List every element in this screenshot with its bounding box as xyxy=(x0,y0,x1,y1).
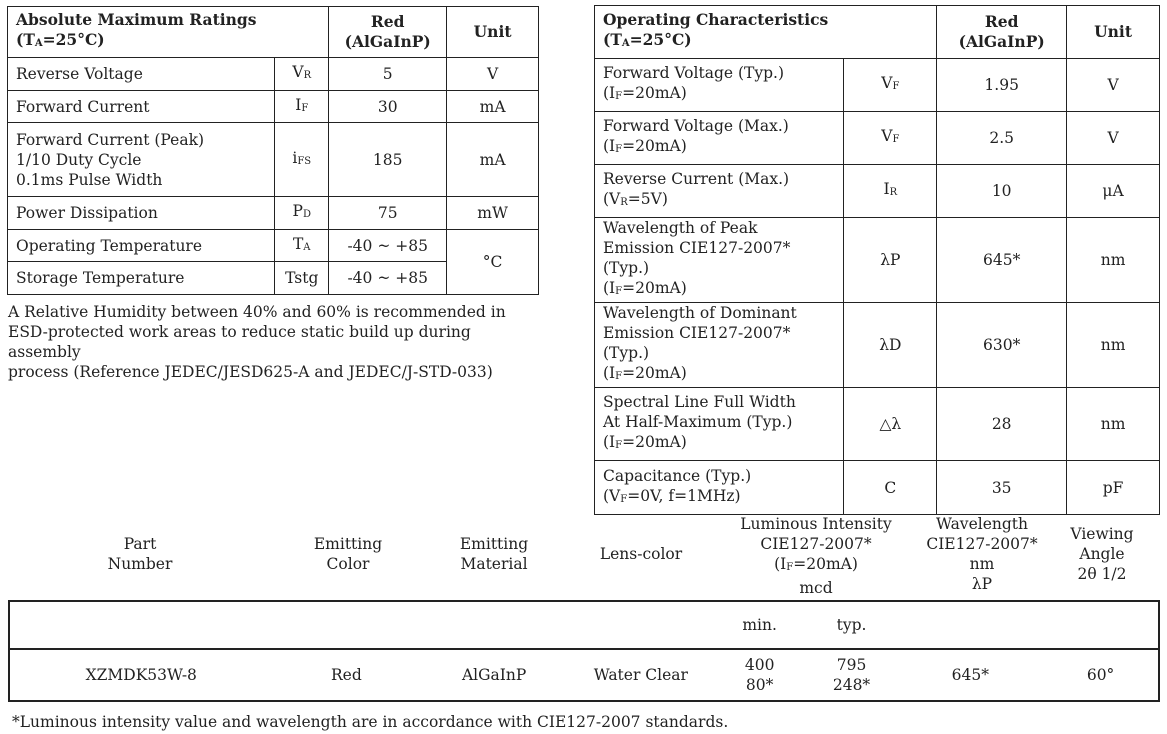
header-wavelength: Wavelength CIE127-2007* nm λP xyxy=(926,515,1038,593)
header-emitting-color: Emitting Color xyxy=(313,535,383,573)
ops-title: Operating Characteristics xyxy=(603,10,829,29)
abs-title: Absolute Maximum Ratings xyxy=(16,10,257,29)
table-row: Forward Voltage (Typ.) $(I_F=20mA)$ $V_F$ 1.95 V xyxy=(595,59,1160,112)
table-row: Forward Voltage (Max.) $(I_F=20mA)$ $V_F$ 2.5 V xyxy=(595,112,1160,165)
header-part-number: Part Number xyxy=(107,535,173,573)
table-row: Reverse Current (Max.) $(V_R=5V)$ $I_R$ 10 μA xyxy=(595,165,1160,218)
ops-title-cell xyxy=(595,6,937,59)
table-row: Storage Temperature Tstg -40 ~ +85 xyxy=(8,262,539,295)
part-table-header xyxy=(8,508,1160,600)
ops-header-row xyxy=(595,6,1160,59)
part-subheader-row xyxy=(9,601,1159,649)
wavelength-value: 645* xyxy=(897,649,1043,701)
footnote: *Luminous intensity value and wavelength are in accordance with CIE127-2007 standards. xyxy=(12,713,729,731)
ops-red-header: Red (AlGaInP) xyxy=(937,6,1067,59)
intensity-min: 400 80* xyxy=(714,649,806,701)
emitting-material: AlGaInP xyxy=(420,649,568,701)
intensity-typ: 795 248* xyxy=(806,649,898,701)
header-emitting-material: Emitting Material xyxy=(459,535,529,573)
sub-min: min. xyxy=(714,601,806,649)
header-lens-color: Lens-color xyxy=(599,545,683,563)
lens-color: Water Clear xyxy=(568,649,714,701)
operating-characteristics-table xyxy=(594,5,1160,515)
table-row: Capacitance (Typ.) ($V_F=0V$, f=1MHz) C 35 pF xyxy=(595,461,1160,515)
table-row: Forward Current $I_F$ 30 mA xyxy=(8,91,539,123)
emitting-color: Red xyxy=(273,649,421,701)
abs-header-row xyxy=(8,7,539,58)
table-row: Wavelength of Peak Emission CIE127-2007*(Typ.) $(I_F=20mA)$ λP 645* nm xyxy=(595,218,1160,303)
sub-typ: typ. xyxy=(806,601,898,649)
table-row: Reverse Voltage $V_R$ 5 V xyxy=(8,58,539,91)
table-row: Spectral Line Full Width At Half-Maximum (Typ.) $(I_F=20mA)$ △λ 28 nm xyxy=(595,388,1160,461)
abs-title-cell xyxy=(8,7,329,58)
abs-condition: $(T_A=25^\circ C)$ xyxy=(16,30,105,49)
viewing-angle-value: 60° xyxy=(1043,649,1159,701)
table-row: Operating Temperature $T_A$ -40 ~ +85 °C xyxy=(8,230,539,262)
humidity-note: A Relative Humidity between 40% and 60% is recommended in ESD-protected work areas to reduce static build up during assembly process (Reference JEDEC/JESD625-A and JEDEC/J-STD-033) xyxy=(8,303,506,381)
table-row: Power Dissipation $P_D$ 75 mW xyxy=(8,197,539,230)
ops-condition: $(T_A=25^\circ C)$ xyxy=(603,30,692,49)
abs-red-header: Red (AlGaInP) xyxy=(329,7,447,58)
table-row xyxy=(9,649,1159,701)
header-viewing-angle: Viewing Angle 2θ 1/2 xyxy=(1070,525,1134,583)
table-row: Forward Current (Peak) 1/10 Duty Cycle 0.1ms Pulse Width $i_{FS}$ 185 mA xyxy=(8,123,539,197)
ops-unit-header: Unit xyxy=(1067,6,1160,59)
table-row: Wavelength of Dominant Emission CIE127-2007*(Typ.) $(I_F=20mA)$ λD 630* nm xyxy=(595,303,1160,388)
abs-unit-header: Unit xyxy=(447,7,539,58)
part-number-table xyxy=(8,600,1160,702)
part-number: XZMDK53W-8 xyxy=(9,649,273,701)
header-luminous-intensity: Luminous Intensity CIE127-2007* $(I_F=20mA)$ mcd xyxy=(740,515,892,597)
absolute-max-ratings-table xyxy=(7,6,539,295)
